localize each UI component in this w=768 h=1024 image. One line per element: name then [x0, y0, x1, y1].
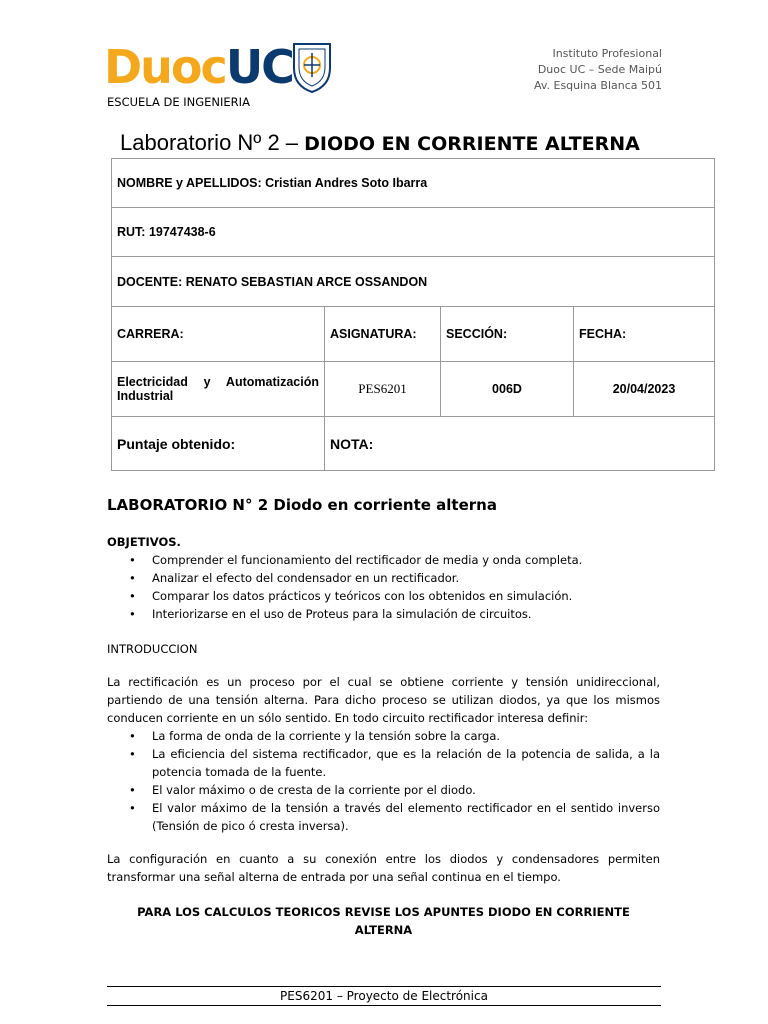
calculos-note: PARA LOS CALCULOS TEORICOS REVISE LOS APUNTES DIODO EN CORRIENTE ALTERNA — [137, 905, 630, 937]
list-item: • El valor máximo o de cresta de la corriente por el diodo. — [107, 781, 660, 799]
list-item: • Comprender el funcionamiento del rectificador de media y onda completa. — [107, 551, 660, 569]
objetivos-heading: OBJETIVOS. — [107, 535, 181, 549]
section-title: LABORATORIO N° 2 Diodo en corriente alterna — [107, 496, 497, 514]
docente-cell: DOCENTE: RENATO SEBASTIAN ARCE OSSANDON — [112, 257, 715, 307]
list-item: • La forma de onda de la corriente y la tensión sobre la carga. — [107, 727, 660, 745]
carrera-value: Electricidad y Automatización Industrial — [112, 362, 325, 417]
nota-cell: NOTA: — [325, 417, 715, 471]
document-title: Laboratorio Nº 2 – DIODO EN CORRIENTE ALTERNA — [120, 130, 640, 155]
school-name: ESCUELA DE INGENIERIA — [107, 95, 250, 109]
footer-divider — [107, 986, 661, 987]
list-item: • Comparar los datos prácticos y teóricos con los obtenidos en simulación. — [107, 587, 660, 605]
name-cell: NOMBRE y APELLIDOS: Cristian Andres Soto Ibarra — [112, 159, 715, 208]
institute-line: Av. Esquina Blanca 501 — [533, 79, 662, 92]
puntaje-cell: Puntaje obtenido: — [112, 417, 325, 471]
intro-paragraph-2-text: La configuración en cuanto a su conexión entre los diodos y condensadores permiten transformar una señal alterna de entrada por una señal continua en el tiempo. — [107, 852, 660, 884]
carrera-header: CARRERA: — [112, 307, 325, 362]
university-seal-icon — [290, 38, 334, 94]
objetivos-list — [107, 551, 660, 623]
duoc-uc-logo: DuocUC — [104, 40, 293, 94]
introduccion-section — [107, 673, 660, 835]
list-item: • El valor máximo de la tensión a través del elemento rectificador en el sentido inverso (Tensión de pico ó cresta inversa). — [107, 799, 660, 835]
institute-info — [534, 46, 662, 94]
footer-text: PES6201 – Proyecto de Electrónica — [280, 989, 488, 1003]
student-info-table — [111, 158, 715, 471]
seccion-header: SECCIÓN: — [441, 307, 574, 362]
intro-paragraph: La rectificación es un proceso por el cual se obtiene corriente y tensión unidireccional, partiendo de una tensión alterna. Para dicho proceso se utilizan diodos, ya que los mismos conducen corriente en un sólo sentido. En todo circuito rectificador interesa definir: — [107, 675, 660, 725]
fecha-value: 20/04/2023 — [574, 362, 715, 417]
list-item: • Interiorizarse en el uso de Proteus para la simulación de circuitos. — [107, 605, 660, 623]
intro-list — [107, 727, 660, 835]
footer-divider — [107, 1005, 661, 1006]
list-item: • La eficiencia del sistema rectificador, que es la relación de la potencia de salida, a la potencia tomada de la fuente. — [107, 745, 660, 781]
seccion-value: 006D — [441, 362, 574, 417]
institute-line: Duoc UC – Sede Maipú — [537, 63, 662, 76]
objetivos-section — [107, 533, 660, 623]
asignatura-value: PES6201 — [325, 362, 441, 417]
rut-cell: RUT: 19747438-6 — [112, 208, 715, 257]
asignatura-header: ASIGNATURA: — [325, 307, 441, 362]
fecha-header: FECHA: — [574, 307, 715, 362]
intro-paragraph-2 — [107, 850, 660, 886]
list-item: • Analizar el efecto del condensador en un rectificador. — [107, 569, 660, 587]
introduccion-heading: INTRODUCCION — [107, 642, 198, 656]
institute-line: Instituto Profesional — [552, 47, 662, 60]
